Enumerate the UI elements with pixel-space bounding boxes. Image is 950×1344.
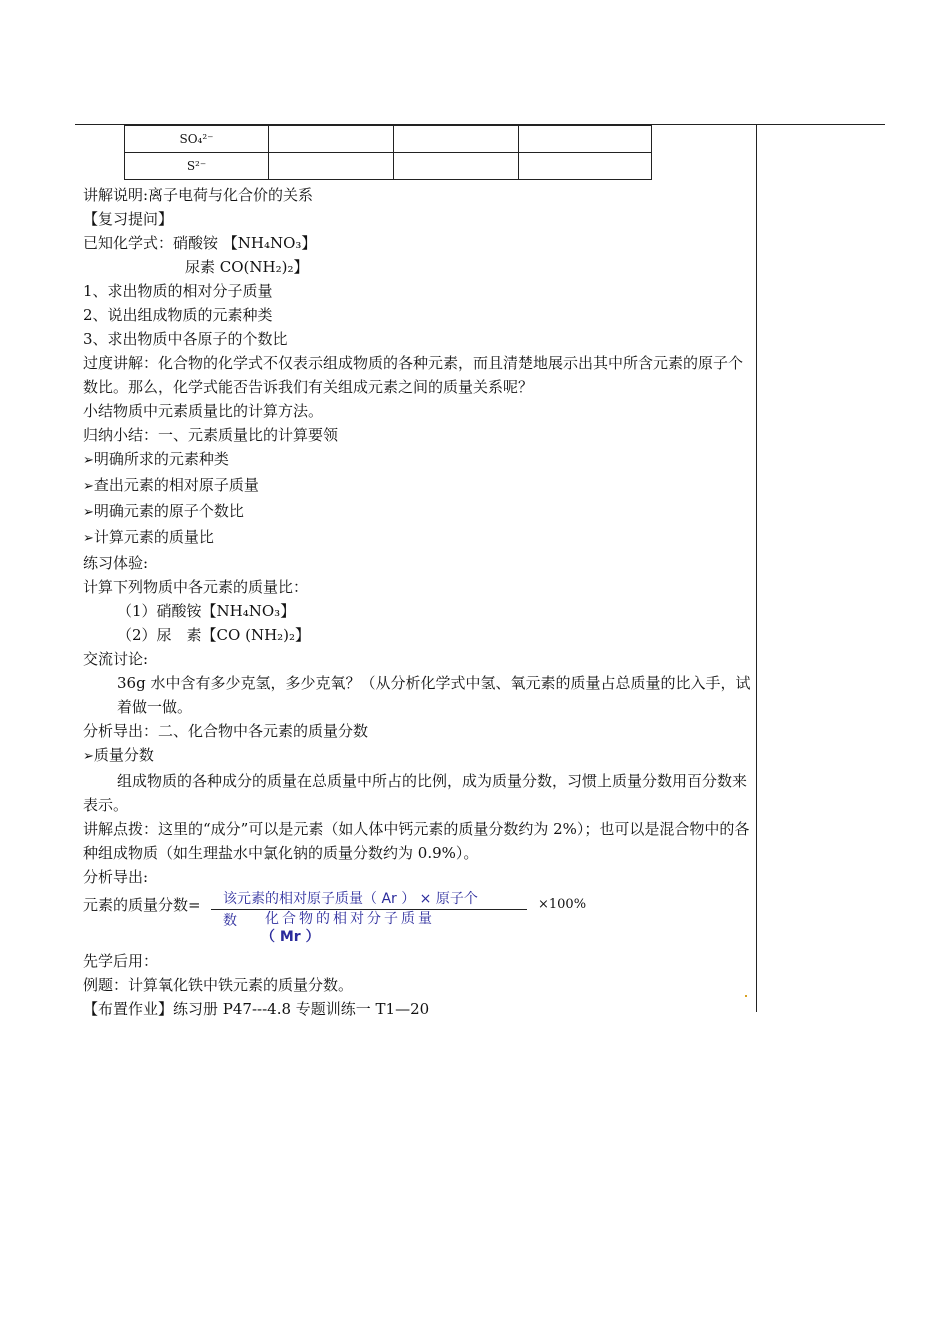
formula-percent: ×100% xyxy=(538,897,587,912)
table-row xyxy=(125,153,652,180)
formula-denominator: 化合物的相对分子质量 xyxy=(265,911,435,927)
text-line: 练习体验: xyxy=(83,554,149,572)
list-item: （2）尿 素【CO (NH₂)₂】 xyxy=(117,626,311,644)
table-cell xyxy=(269,126,394,153)
ion-cell: SO₄²⁻ xyxy=(125,126,269,153)
list-item: 1、求出物质的相对分子质量 xyxy=(83,282,273,300)
paragraph-text: 36g 水中含有多少克氢，多少克氧？（从分析化学式中氢、氧元素的质量占总质量的比入手，试着做一做。 xyxy=(117,674,751,716)
text-line: 归纳小结：一、元素质量比的计算要领 xyxy=(83,426,339,444)
table-cell xyxy=(269,153,394,180)
text-line: 讲解说明:离子电荷与化合价的关系 xyxy=(83,186,314,204)
formula-fraction xyxy=(211,889,527,946)
list-item: 3、求出物质中各原子的个数比 xyxy=(83,330,288,348)
list-item: 2、说出组成物质的元素种类 xyxy=(83,306,273,324)
text-line: 尿素 CO(NH₂)₂】 xyxy=(185,258,309,276)
paragraph: 组成物质的各种成分的质量在总质量中所占的比例，成为质量分数，习惯上质量分数用百分数来表示。 xyxy=(83,772,748,814)
ion-cell: S²⁻ xyxy=(125,153,269,180)
formula-denominator-mr: （ Mr ） xyxy=(261,929,320,945)
formula-numerator-tail: 数 xyxy=(223,913,237,929)
table-cell xyxy=(394,126,519,153)
paragraph: 过度讲解：化合物的化学式不仅表示组成物质的各种元素，而且清楚地展示出其中所含元素的原子个数比。那么，化学式能否告诉我们有关组成元素之间的质量关系呢？ xyxy=(83,354,744,396)
section-heading: 【复习提问】 xyxy=(83,210,174,228)
table-cell xyxy=(519,126,652,153)
bullet-item: ➢ 质量分数 xyxy=(83,743,753,769)
table-cell xyxy=(394,153,519,180)
text-line: 已知化学式：硝酸铵 【NH₄NO₃】 xyxy=(83,234,317,252)
bullet-item: ➢ 明确所求的元素种类 xyxy=(83,447,753,473)
text-line: 交流讨论: xyxy=(83,650,149,668)
page-right-rule xyxy=(756,124,757,1012)
mass-fraction-formula xyxy=(83,889,753,945)
homework-line: 【布置作业】练习册 P47---4.8 专题训练一 T1—20 xyxy=(83,1000,430,1018)
text-line: 分析导出：二、化合物中各元素的质量分数 xyxy=(83,722,369,740)
bullet-item: ➢ 查出元素的相对原子质量 xyxy=(83,473,753,499)
formula-numerator: 该元素的相对原子质量（ Ar ） × 原子个 xyxy=(223,891,478,907)
table-cell xyxy=(519,153,652,180)
decorative-dot xyxy=(745,995,747,997)
list-item: （1）硝酸铵【NH₄NO₃】 xyxy=(117,602,296,620)
text-line: 分析导出: xyxy=(83,868,149,886)
text-line: 小结物质中元素质量比的计算方法。 xyxy=(83,402,324,420)
formula-label: 元素的质量分数= xyxy=(83,896,201,914)
paragraph xyxy=(83,671,753,719)
text-line: 计算下列物质中各元素的质量比： xyxy=(83,578,309,596)
paragraph: 讲解点拨：这里的“成分”可以是元素（如人体中钙元素的质量分数约为 2%）；也可以是混合物中的各种组成物质（如生理盐水中氯化钠的质量分数约为 0.9%）。 xyxy=(83,820,750,862)
ion-table xyxy=(124,125,652,180)
lesson-content xyxy=(83,183,753,1021)
bullet-item: ➢ 计算元素的质量比 xyxy=(83,525,753,551)
table-row xyxy=(125,126,652,153)
bullet-item: ➢ 明确元素的原子个数比 xyxy=(83,499,753,525)
text-line: 先学后用： xyxy=(83,952,159,970)
text-line: 例题：计算氧化铁中铁元素的质量分数。 xyxy=(83,976,354,994)
